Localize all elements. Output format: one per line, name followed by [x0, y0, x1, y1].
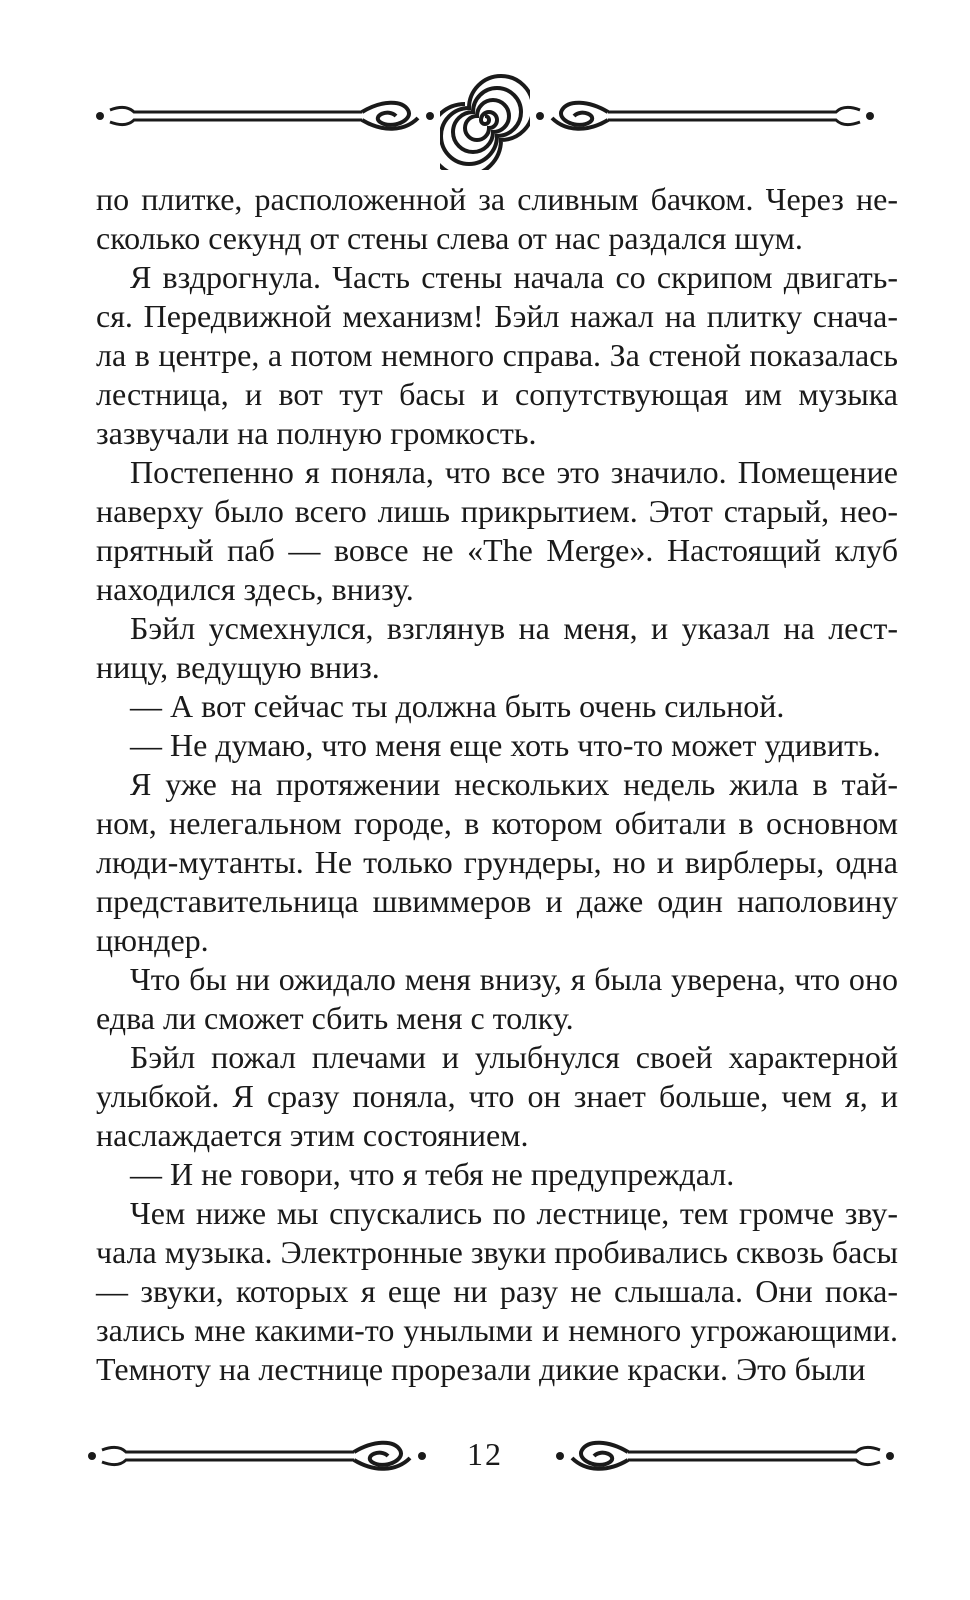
paragraph: Бэйл пожал плечами и улыбнулся своей характерной улыбкой. Я сразу поняла, что он знает больше, чем я, и наслаждается этим состоянием.	[96, 1039, 898, 1153]
page-body-text	[96, 180, 898, 1389]
left-scroll-rule-icon	[92, 96, 452, 136]
paragraph: Я вздрогнула. Часть стены начала со скрипом двигаться. Передвижной механизм! Бэйл нажал на плитку сначала в центре, а потом немного справа. За стеной показалась лестница, и вот тут басы и сопутствующая им музыка зазвучали на полную громкость.	[96, 259, 898, 451]
dialogue-line: — И не говори, что я тебя не предупреждал.	[130, 1156, 735, 1192]
dialogue-line: — А вот сейчас ты должна быть очень сильной.	[130, 688, 785, 724]
paragraph: по плитке, расположенной за сливным бачком. Через несколько секунд от стены слева от нас раздался шум.	[96, 181, 898, 256]
paragraph: Постепенно я поняла, что все это значило. Помещение наверху было всего лишь прикрытием. Этот старый, неопрятный паб — вовсе не «The Merge». Настоящий клуб находился здесь, внизу.	[96, 454, 898, 607]
header-ornament	[0, 70, 970, 180]
dialogue-line: — Не думаю, что меня еще хоть что-то может удивить.	[130, 727, 881, 763]
page-number: 12	[467, 1436, 503, 1472]
paragraph: Что бы ни ожидало меня внизу, я была уверена, что оно едва ли сможет сбить меня с толку.	[96, 961, 898, 1036]
paragraph: Бэйл усмехнулся, взглянув на меня, и указал на лестницу, ведущую вниз.	[96, 610, 898, 685]
paragraph: Чем ниже мы спускались по лестнице, тем громче звучала музыка. Электронные звуки пробивались сквозь басы — звуки, которых я еще ни разу не слышала. Они показались мне какими-то унылыми и немного угрожающими. Темноту на лестнице прорезали дикие краски. Это были	[96, 1195, 898, 1387]
right-scroll-rule-icon	[518, 96, 878, 136]
paragraph: Я уже на протяжении нескольких недель жила в тайном, нелегальном городе, в котором обитали в основном люди-мутанты. Не только грундеры, но и вирблеры, одна представительница швиммеров и даже один наполовину цюндер.	[96, 766, 898, 958]
spiral-ornament-icon	[440, 70, 530, 170]
